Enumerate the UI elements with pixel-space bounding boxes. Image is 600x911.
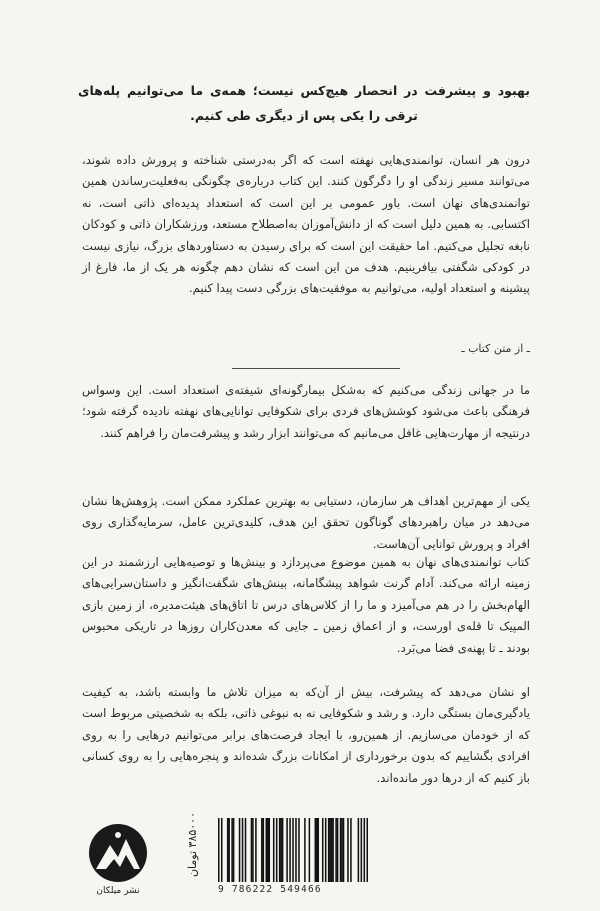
- barcode-bar: [280, 818, 282, 882]
- barcode-bar: [343, 818, 345, 882]
- barcode-bar: [239, 818, 241, 882]
- barcode-bar: [273, 818, 275, 882]
- description-text-1: ما در جهانی زندگی می‌کنیم که به‌شکل بیمارگونه‌ای شیفته‌ی استعداد است. این وسواس فرهنگی باعث می‌شود کوشش‌های فردی برای شکوفایی توانایی‌های نهفته نادیده گرفته شود؛ درنتیجه از مهارت‌هایی غافل می‌مانیم که می‌توانند ابزار رشد و پیشرفت‌مان را فراهم کنند.: [82, 383, 530, 440]
- barcode-bar: [251, 818, 253, 882]
- excerpt-paragraph: [82, 150, 530, 300]
- barcode-bar: [269, 818, 271, 882]
- headline-quote: بهبود و پیشرفت در انحصار هیچ‌کس نیست؛ همه‌ی ما می‌توانیم پله‌های ترقی را یکی پس از دیگری طی کنیم.: [78, 83, 530, 123]
- description-text-4: او نشان می‌دهد که پیشرفت، بیش از آن‌که به میزان تلاش ما وابسته باشد، به کیفیت یادگیری‌مان بستگی دارد. و رشد و شکوفایی نه به نبوغی ذاتی، بلکه به شخصیتی مربوط است که از خودمان می‌سازیم. از همین‌رو، با ایجاد فرصت‌های برابر می‌توانیم درهایی را به روی افرادی بگشاییم که بدون برخورداری از امکانات بزرگ شده‌اند و پنجره‌هایی را به روی کسانی باز کنیم که از درها دور مانده‌اند.: [82, 685, 530, 785]
- barcode-bar: [245, 818, 247, 882]
- barcode-bar: [367, 818, 368, 882]
- barcode-bar: [309, 818, 311, 882]
- barcode-bar: [304, 818, 306, 882]
- barcode-bar: [276, 818, 278, 882]
- barcode-bar: [341, 818, 343, 882]
- barcode-bar: [252, 818, 254, 882]
- barcode-bar: [298, 818, 300, 882]
- barcode-bar: [289, 818, 291, 882]
- barcode-bar: [231, 818, 233, 882]
- barcode-bar: [325, 818, 327, 882]
- description-paragraph-1: [82, 380, 530, 444]
- barcode-bar: [292, 818, 294, 882]
- barcode-bar: [335, 818, 337, 882]
- barcode-bar: [329, 818, 331, 882]
- barcode-bar: [221, 818, 223, 882]
- barcode-bar: [364, 818, 366, 882]
- barcode-bar: [318, 818, 320, 882]
- barcode-bar: [350, 818, 352, 882]
- description-paragraph-3: [82, 552, 530, 659]
- barcode-bar: [322, 818, 324, 882]
- barcode-bar: [228, 818, 230, 882]
- barcode-bar: [218, 818, 220, 882]
- description-paragraph-4: [82, 682, 530, 789]
- description-text-3: کتاب توانمندی‌های نهان به همین موضوع می‌پردازد و بینش‌ها و توصیه‌هایی ارزشمند در این زمینه ارائه می‌کند. آدام گرنت شواهد پیشگامانه، بینش‌های شگفت‌انگیز و داستان‌سرایی‌های الهام‌بخش را در هم می‌آمیزد و ما را از کلاس‌های درس تا اتاق‌های هیئت‌مدیره، از زمین بازی المپیک تا قله‌ی اورست، و از اعماق زمین ـ جایی که معدن‌کاران روزها در تاریکی محبوس بودند ـ تا پهنه‌ی فضا می‌بَرد.: [82, 555, 530, 655]
- barcode-bar: [267, 818, 269, 882]
- barcode-bar: [332, 818, 334, 882]
- barcode-bar: [331, 818, 333, 882]
- barcode-bar: [295, 818, 297, 882]
- barcode-bar: [266, 818, 268, 882]
- barcode-bar: [316, 818, 318, 882]
- barcode-bar: [286, 818, 288, 882]
- barcode-bar: [340, 818, 342, 882]
- barcode-bar: [328, 818, 330, 882]
- excerpt-text: درون هر انسان، توانمندی‌هایی نهفته است که اگر به‌درستی شناخته و پرورش داده شوند، می‌توانند مسیر زندگی او را دگرگون کنند. این کتاب درباره‌ی چگونگی به‌فعلیت‌رساندن همین توانمندی‌های نهان است. باور عمومی بر این است که استعداد پدیده‌ای ذاتی است، نه اکتسابی. به همین دلیل است که از دانش‌آموزان به‌اصطلاح مستعد، ورزشکاران ذاتی و کودکان نابغه تجلیل می‌کنیم. اما حقیقت این است که برای رسیدن به دستاوردهای بزرگ، نیازی نیست در کودکی شگفتی بیافرینیم. هدف من این است که نشان دهم چگونه هر یک از ما، فارغ از پیشینه و استعداد اولیه، می‌توانیم به موفقیت‌های بزرگی دست پیدا کنیم.: [82, 153, 530, 296]
- barcode-bar: [361, 818, 363, 882]
- barcode-bar: [315, 818, 317, 882]
- excerpt-source: ـ از متن کتاب ـ: [461, 342, 530, 355]
- barcode-bar: [263, 818, 265, 882]
- description-paragraph-2: [82, 491, 530, 555]
- isbn-barcode: [218, 818, 368, 898]
- barcode-bar: [337, 818, 339, 882]
- barcode-bar: [261, 818, 263, 882]
- barcode-bar: [347, 818, 349, 882]
- publisher-name: نشر میلکان: [96, 886, 140, 896]
- barcode-bars: [218, 818, 368, 882]
- publisher-logo-icon: [88, 821, 148, 887]
- barcode-bar: [233, 818, 235, 882]
- barcode-bar: [282, 818, 284, 882]
- isbn-digits: 9 786222 549466: [218, 884, 322, 895]
- barcode-bar: [358, 818, 360, 882]
- price-text: ۳۸۵۰۰۰ تومان: [186, 812, 199, 878]
- barcode-bar: [242, 818, 244, 882]
- barcode-bar: [227, 818, 229, 882]
- barcode-bar: [279, 818, 281, 882]
- description-text-2: یکی از مهم‌ترین اهداف هر سازمان، دستیابی به بهترین عملکرد ممکن است. پژوهش‌ها نشان می‌دهد در میان راهبردهای گوناگون تحقق این هدف، کلیدی‌ترین عامل، سرمایه‌گذاری روی افراد و پرورش توانایی آن‌هاست.: [82, 494, 530, 551]
- divider-line: [232, 368, 400, 369]
- barcode-bar: [255, 818, 257, 882]
